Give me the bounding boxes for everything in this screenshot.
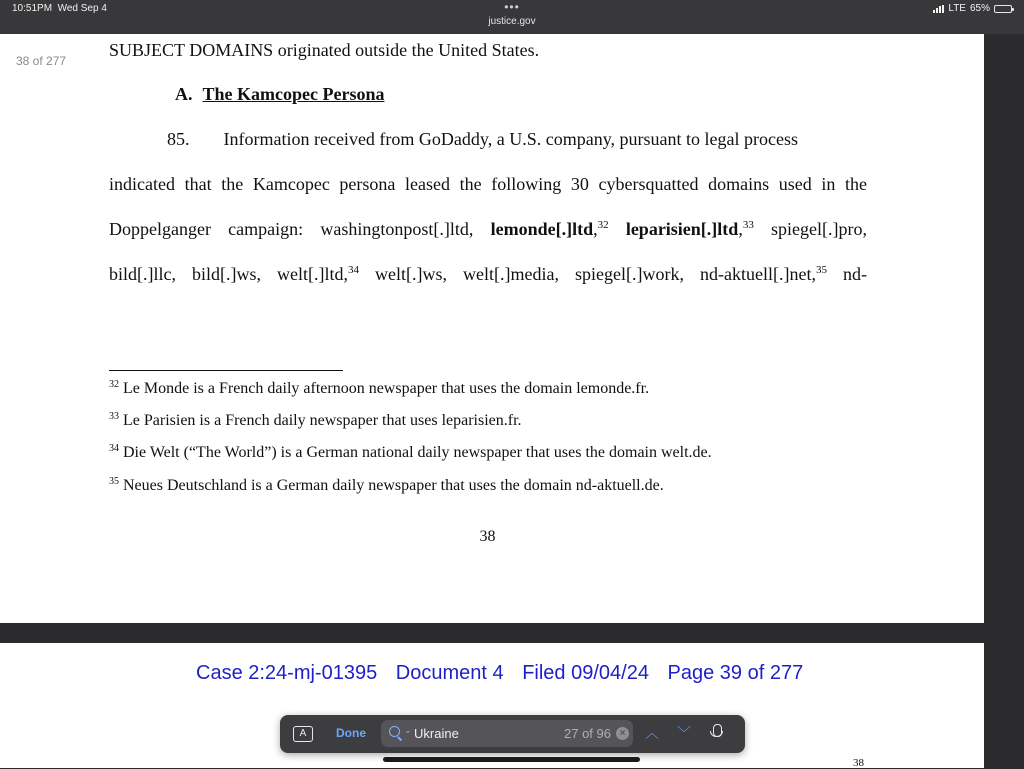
case-number: Case 2:24-mj-01395: [196, 662, 378, 684]
footnote-ref-33[interactable]: 33: [742, 219, 754, 231]
pdf-page-38: [0, 34, 984, 623]
page-of-total: Page 39 of 277: [667, 662, 804, 684]
l4-c: nd-: [826, 264, 867, 284]
footnote-divider: [109, 370, 343, 371]
battery-percent: 65%: [969, 3, 990, 14]
filed-date: Filed 09/04/24: [522, 662, 649, 684]
l3-g: spiegel[.]pro,: [753, 219, 867, 239]
match-count: 27 of 96: [564, 726, 611, 741]
footnote-ref-34[interactable]: 34: [348, 264, 360, 276]
paragraph-line-1: [109, 129, 867, 150]
page-number: 38: [479, 528, 496, 545]
paragraph-line-2: indicated that the Kamcopec persona leased the following 30 cybersquatted domains used in the: [109, 174, 867, 194]
chevron-down-icon[interactable]: ⌄: [404, 725, 412, 735]
find-bar: [280, 715, 745, 753]
battery-icon: [994, 5, 1012, 13]
footnote-32: [109, 380, 649, 398]
status-date: Wed Sep 4: [57, 3, 107, 14]
l3-d: [609, 219, 626, 239]
domain-lemonde: lemonde[.]ltd: [490, 219, 594, 239]
microphone-icon[interactable]: [713, 724, 722, 737]
home-indicator[interactable]: [383, 757, 640, 762]
multitasking-dots[interactable]: •••: [504, 0, 520, 14]
signal-icon: [933, 5, 944, 13]
case-header: [196, 662, 816, 685]
paragraph-line-3: [109, 219, 867, 240]
cut-footnote-marker: 38: [853, 757, 864, 769]
footnote-ref-35[interactable]: 35: [815, 264, 827, 276]
text-line-top: SUBJECT DOMAINS originated outside the United States.: [109, 40, 540, 60]
document-number: Document 4: [395, 662, 504, 684]
previous-match-chevron-up-icon[interactable]: ︿: [645, 725, 659, 741]
address-url[interactable]: justice.gov: [488, 16, 536, 27]
page-indicator: 38 of 277: [16, 54, 67, 68]
l4-a: bild[.]llc, bild[.]ws, welt[.]ltd,: [109, 264, 349, 284]
find-input[interactable]: [381, 720, 633, 747]
next-match-chevron-down-icon[interactable]: ﹀: [677, 725, 691, 741]
search-icon[interactable]: [389, 726, 400, 737]
paragraph-line-4: [109, 264, 867, 285]
section-heading: [175, 84, 384, 105]
l3-c: ,: [593, 219, 598, 239]
footnote-number: 33: [109, 411, 119, 422]
l3-f: ,: [738, 219, 743, 239]
footnote-text: Die Welt (“The World”) is a German national daily newspaper that uses the domain welt.de.: [119, 444, 712, 461]
footnote-text: Le Monde is a French daily afternoon newspaper that uses the domain lemonde.fr.: [119, 380, 650, 397]
domain-leparisien: leparisien[.]ltd: [625, 219, 739, 239]
footnote-ref-32[interactable]: 32: [597, 219, 609, 231]
footnote-34: [109, 444, 712, 462]
footnote-number: 35: [109, 476, 119, 487]
footnote-text: Le Parisien is a French daily newspaper that uses leparisien.fr.: [119, 412, 522, 429]
heading-letter: A.: [175, 84, 193, 104]
heading-title: The Kamcopec Persona: [202, 84, 385, 104]
status-clock: 10:51PM: [12, 3, 53, 14]
footnote-33: [109, 412, 522, 430]
footnote-number: 32: [109, 379, 119, 390]
find-query[interactable]: Ukraine: [414, 726, 459, 741]
paragraph-number: 85.: [167, 129, 190, 149]
network-label: LTE: [948, 3, 966, 14]
l3-a: Doppelganger campaign: washingtonpost[.]ltd,: [109, 219, 491, 239]
done-button[interactable]: Done: [336, 726, 366, 740]
footnote-text: Neues Deutschland is a German daily newspaper that uses the domain nd-aktuell.de.: [119, 477, 664, 494]
clear-icon[interactable]: ×: [616, 727, 629, 740]
status-bar: [0, 0, 1024, 34]
paragraph-text-1: Information received from GoDaddy, a U.S. company, pursuant to legal process: [223, 129, 798, 149]
footnote-number: 34: [109, 443, 119, 454]
text-format-icon[interactable]: A: [293, 726, 313, 742]
l4-b: welt[.]ws, welt[.]media, spiegel[.]work, nd-aktuell[.]net,: [359, 264, 816, 284]
status-right: [933, 3, 1012, 14]
footnote-35: [109, 477, 664, 495]
